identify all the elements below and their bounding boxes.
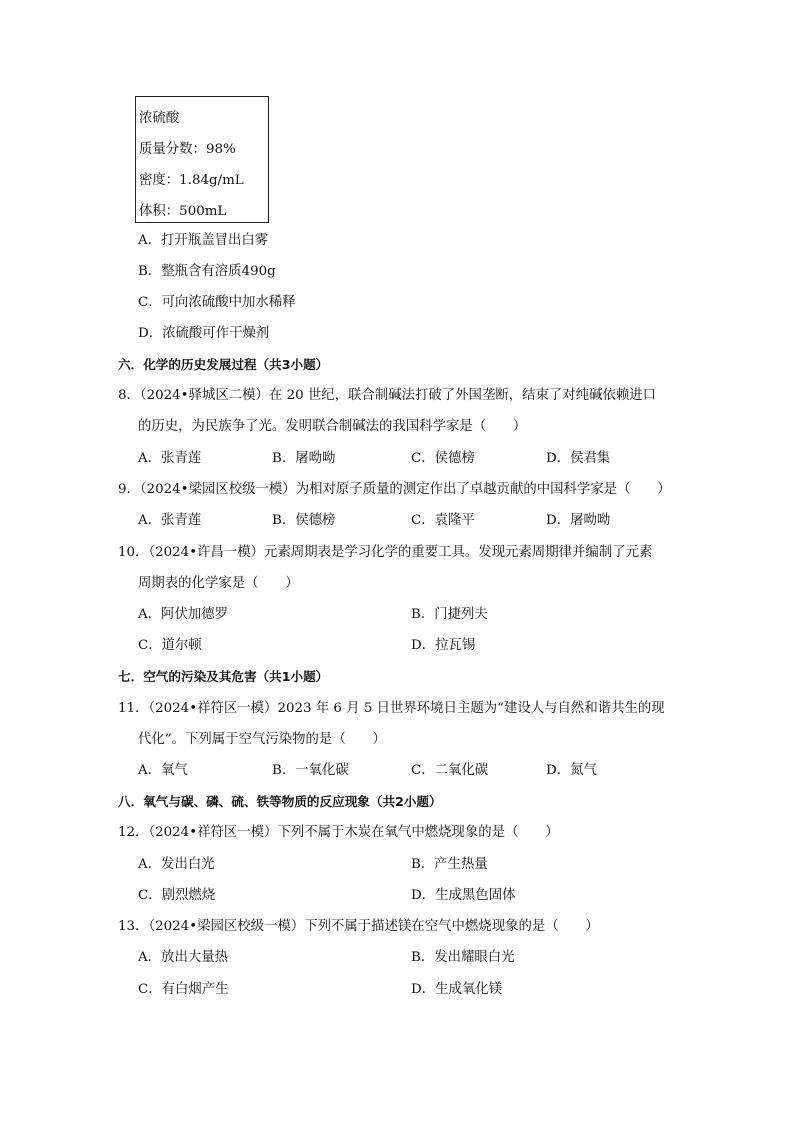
q10-stem-line2: 周期表的化学家是（ ） (138, 576, 299, 591)
q9-stem-line1: 9．（2024•梁园区校级一模）为相对原子质量的测定作出了卓越贡献的中国科学家是（ ） (118, 482, 671, 497)
q13-option-b: B．发出耀眼白光 (411, 950, 515, 965)
q8-option-c: C．侯德榜 (411, 451, 475, 466)
q11-option-c: C．二氧化碳 (411, 763, 489, 778)
q7-option-d: D．浓硫酸可作干燥剂 (138, 326, 270, 341)
q8-stem-line2: 的历史，为民族争了光。发明联合制碱法的我国科学家是（ ） (138, 419, 527, 434)
q7-option-c: C．可向浓硫酸中加水稀释 (138, 295, 296, 310)
q12-option-d: D．生成黑色固体 (411, 888, 516, 903)
q8-option-d: D．侯君集 (546, 451, 611, 466)
q9-option-b: B．侯德榜 (272, 513, 336, 528)
reagent-mass-fraction: 质量分数：98% (139, 142, 236, 157)
q11-option-d: D．氮气 (546, 763, 597, 778)
q13-option-d: D．生成氧化镁 (411, 982, 503, 997)
q10-option-b: B．门捷列夫 (411, 607, 488, 622)
section-heading-6: 六．化学的历史发展过程（共3小题） (118, 357, 329, 372)
q11-option-b: B．一氧化碳 (272, 763, 349, 778)
q11-stem-line2: 代化”。下列属于空气污染物的是（ ） (138, 732, 386, 747)
q10-option-c: C．道尔顿 (138, 638, 202, 653)
q11-option-a: A．氧气 (138, 763, 188, 778)
q12-option-a: A．发出白光 (138, 857, 215, 872)
q13-option-a: A．放出大量热 (138, 950, 229, 965)
q9-option-d: D．屠呦呦 (546, 513, 611, 528)
q8-option-a: A．张青莲 (138, 451, 202, 466)
q13-option-c: C．有白烟产生 (138, 982, 229, 997)
reagent-volume: 体积：500mL (139, 204, 227, 219)
q12-option-b: B．产生热量 (411, 857, 488, 872)
q12-option-c: C．剧烈燃烧 (138, 888, 216, 903)
q10-option-a: A．阿伏加德罗 (138, 607, 229, 622)
q9-option-a: A．张青莲 (138, 513, 202, 528)
reagent-density: 密度：1.84g/mL (139, 173, 244, 188)
q10-stem-line1: 10．（2024•许昌一模）元素周期表是学习化学的重要工具。发现元素周期律并编制了元素 (118, 545, 653, 560)
q9-option-c: C．袁隆平 (411, 513, 475, 528)
q10-option-d: D．拉瓦锡 (411, 638, 476, 653)
q7-option-b: B．整瓶含有溶质490g (138, 264, 276, 279)
q8-option-b: B．屠呦呦 (272, 451, 336, 466)
q13-stem-line1: 13．（2024•梁园区校级一模）下列不属于描述镁在空气中燃烧现象的是（ ） (118, 919, 599, 934)
section-heading-8: 八．氧气与碳、磷、硫、铁等物质的反应现象（共2小题） (118, 794, 442, 809)
q8-stem-line1: 8．（2024•驿城区二模）在 20 世纪，联合制碱法打破了外国垄断，结束了对纯碱依赖进口 (118, 388, 657, 403)
section-heading-7: 七．空气的污染及其危害（共1小题） (118, 669, 329, 684)
q11-stem-line1: 11．（2024•祥符区一模）2023 年 6 月 5 日世界环境日主题为“建设人与自然和谐共生的现 (118, 701, 665, 716)
reagent-label-box (135, 96, 269, 223)
q12-stem-line1: 12．（2024•祥符区一模）下列不属于木炭在氧气中燃烧现象的是（ ） (118, 825, 559, 840)
q7-option-a: A．打开瓶盖冒出白雾 (138, 233, 269, 248)
reagent-name: 浓硫酸 (139, 111, 180, 126)
